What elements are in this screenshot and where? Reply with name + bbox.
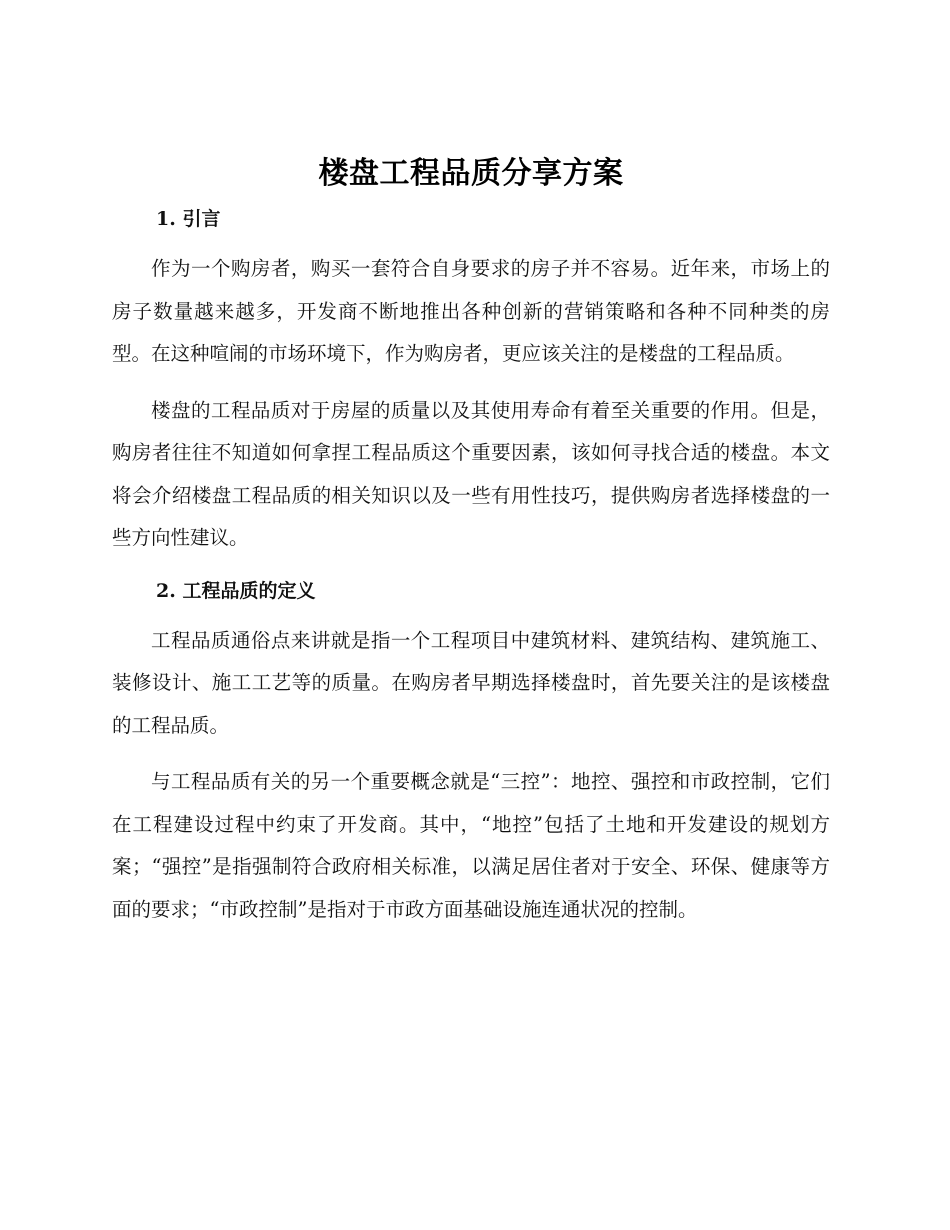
paragraph: 工程品质通俗点来讲就是指一个工程项目中建筑材料、建筑结构、建筑施工、装修设计、施工工艺等的质量。在购房者早期选择楼盘时，首先要关注的是该楼盘的工程品质。 (112, 628, 830, 737)
paragraph: 作为一个购房者，购买一套符合自身要求的房子并不容易。近年来，市场上的房子数量越来越多，开发商不断地推出各种创新的营销策略和各种不同种类的房型。在这种喧闹的市场环境下，作为购房者，更应该关注的是楼盘的工程品质。 (112, 257, 830, 365)
document-page (112, 146, 830, 945)
section-heading: 1. 引言 (156, 208, 221, 230)
section-definition (112, 574, 830, 932)
section-introduction (112, 202, 830, 560)
paragraph: 楼盘的工程品质对于房屋的质量以及其使用寿命有着至关重要的作用。但是，购房者往往不知道如何拿捏工程品质这个重要因素，该如何寻找合适的楼盘。本文将会介绍楼盘工程品质的相关知识以及一些有用性技巧，提供购房者选择楼盘的一些方向性建议。 (112, 398, 830, 549)
paragraph: 与工程品质有关的另一个重要概念就是“三控”：地控、强控和市政控制，它们在工程建设过程中约束了开发商。其中，“地控”包括了土地和开发建设的规划方案；“强控”是指强制符合政府相关标准，以满足居住者对于安全、环保、健康等方面的要求；“市政控制”是指对于市政方面基础设施连通状况的控制。 (112, 770, 830, 921)
section-heading: 2. 工程品质的定义 (156, 579, 316, 602)
document-title: 楼盘工程品质分享方案 (318, 156, 624, 191)
